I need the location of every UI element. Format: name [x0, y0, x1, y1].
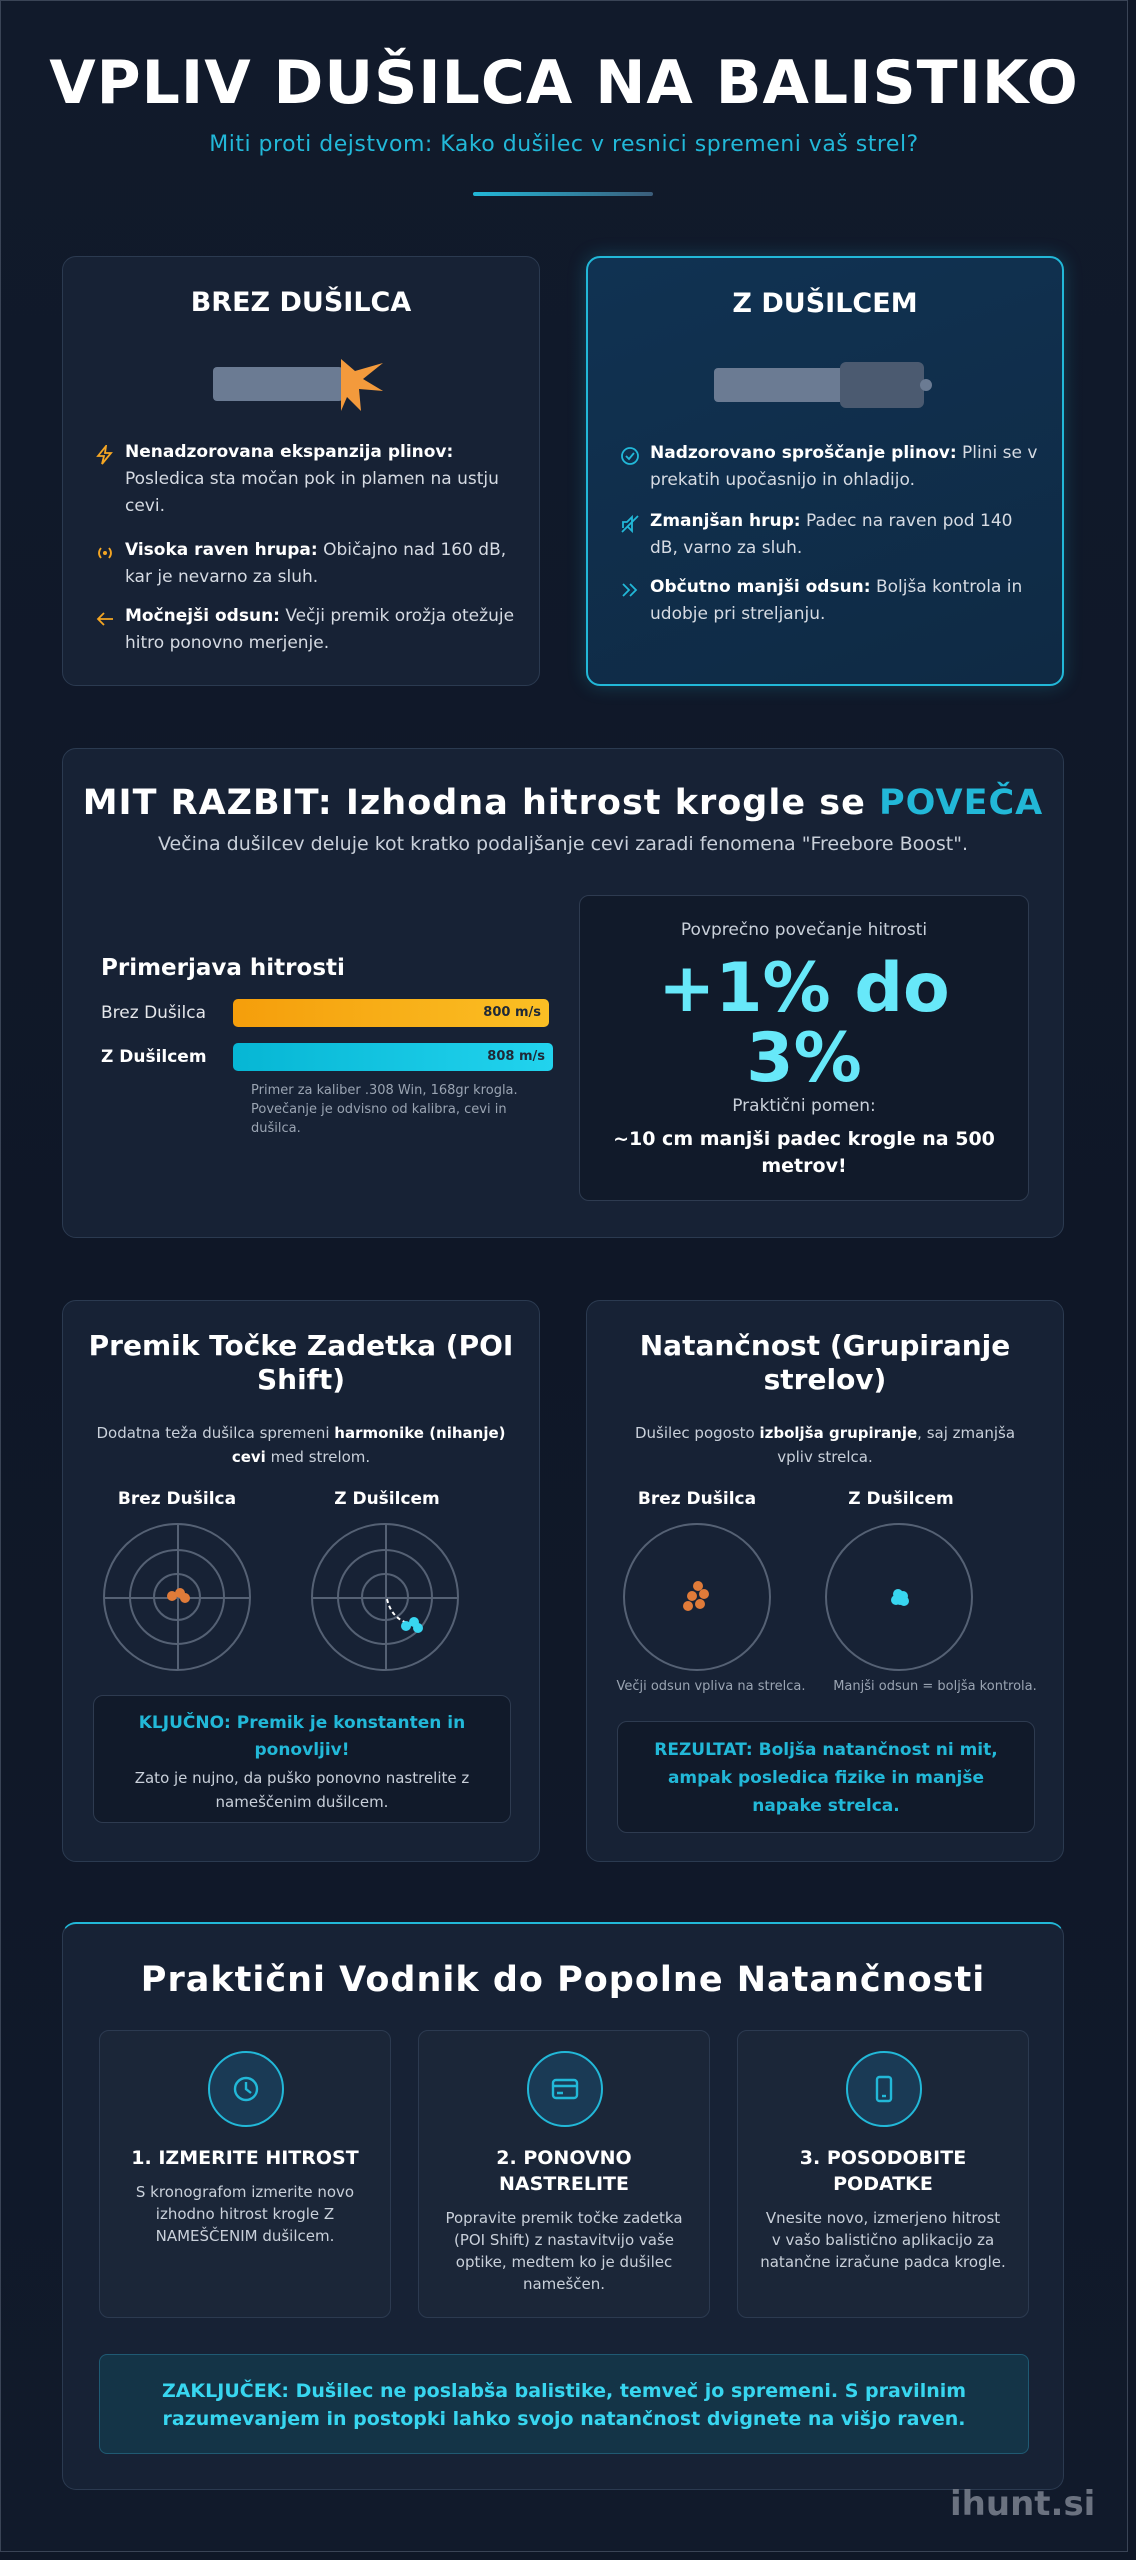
practical-value: ~10 cm manjši padec krogle na 500 metrov!	[613, 1128, 995, 1177]
page-subtitle: Miti proti dejstvom: Kako dušilec v resnici spremeni vaš strel?	[209, 132, 919, 157]
shot-dot	[891, 1595, 901, 1605]
accuracy-target-without	[623, 1523, 771, 1671]
accuracy-caption-without: Večji odsun vpliva na strelca.	[616, 1679, 806, 1694]
without-card-title: BREZ DUŠILCA	[190, 287, 412, 318]
without-item-2: Visoka raven hrupa: Običajno nad 160 dB, kar je nevarno za sluh.	[125, 540, 507, 587]
without-item-3: Močnejši odsun: Večji premik orožja otežuje hitro ponovno merjenje.	[125, 606, 515, 653]
shot-dot	[413, 1623, 423, 1633]
conclusion-box	[99, 2354, 1029, 2454]
poi-label-with: Z Dušilcem	[334, 1489, 440, 1509]
velocity-stat-box	[579, 895, 1029, 1201]
with-card-title: Z DUŠILCEM	[732, 288, 918, 319]
speed-row-label-without: Brez Dušilca	[101, 1003, 206, 1023]
poi-key-box	[93, 1695, 511, 1823]
stat-label: Povprečno povečanje hitrosti	[680, 920, 928, 940]
step-2-title: 2. PONOVNO NASTRELITE	[496, 2147, 632, 2195]
step-1-title: 1. IZMERITE HITROST	[131, 2147, 359, 2169]
step-3-text: Vnesite novo, izmerjeno hitrost v vašo balistično aplikacijo za natančne izračune padca krogle.	[760, 2209, 1006, 2271]
accuracy-result: REZULTAT: Boljša natančnost ni mit, ampak posledica fizike in manjše napake strelca.	[654, 1740, 998, 1816]
with-item-1: Nadzorovano sproščanje plinov: Plini se v prekatih upočasnijo in ohladijo.	[650, 443, 1038, 490]
poi-shift-card	[62, 1300, 540, 1862]
title-divider	[473, 192, 653, 196]
poi-target-without	[103, 1523, 251, 1671]
arrow-left-icon	[95, 609, 115, 629]
practical-label: Praktični pomen:	[732, 1096, 876, 1116]
card-icon	[527, 2051, 603, 2127]
shot-dot	[699, 1589, 709, 1599]
guide-title: Praktični Vodnik do Popolne Natančnosti	[140, 1960, 986, 2000]
accuracy-label-with: Z Dušilcem	[848, 1489, 954, 1509]
clock-icon	[208, 2051, 284, 2127]
stat-value: +1% do 3%	[658, 949, 950, 1098]
guide-step-3	[737, 2030, 1029, 2318]
guide-step-1	[99, 2030, 391, 2318]
poi-title: Premik Točke Zadetka (POI Shift)	[88, 1329, 514, 1396]
speed-row-label-with: Z Dušilcem	[101, 1047, 207, 1067]
double-chevron-icon	[620, 580, 640, 600]
poi-key-title: KLJUČNO: Premik je konstanten in ponovljiv!	[138, 1713, 466, 1760]
shot-dot	[695, 1599, 705, 1609]
shot-dot	[683, 1601, 693, 1611]
speed-note: Primer za kaliber .308 Win, 168gr krogla. Povečanje je odvisno od kalibra, cevi in dušilca.	[251, 1083, 518, 1136]
rifle-suppressor-icon	[708, 350, 938, 420]
rifle-barrel-flash-icon	[205, 349, 385, 419]
accuracy-title: Natančnost (Grupiranje strelov)	[639, 1329, 1011, 1396]
with-item-3: Občutno manjši odsun: Boljša kontrola in udobje pri streljanju.	[650, 577, 1023, 624]
guide-step-2	[418, 2030, 710, 2318]
myth-section	[62, 748, 1064, 1238]
sound-waves-icon	[95, 543, 115, 563]
step-3-title: 3. POSODOBITE PODATKE	[799, 2147, 967, 2195]
myth-title: MIT RAZBIT: Izhodna hitrost krogle se POVEČA	[82, 783, 1044, 823]
with-suppressor-card	[586, 256, 1064, 686]
page-title: VPLIV DUŠILCA NA BALISTIKO	[49, 48, 1079, 118]
conclusion-text: ZAKLJUČEK: Dušilec ne poslabša balistike, temveč jo spremeni. S pravilnim razumevanjem in postopki lahko svojo natančnost dvignete na višjo raven.	[161, 2380, 967, 2430]
step-1-text: S kronografom izmerite novo izhodno hitrost krogle Z NAMEŠČENIM dušilcem.	[135, 2183, 355, 2245]
with-item-2: Zmanjšan hrup: Padec na raven pod 140 dB, varno za sluh.	[650, 511, 1013, 558]
brand-logo: ihunt.si	[950, 2484, 1096, 2524]
without-suppressor-card	[62, 256, 540, 686]
speed-bar-without: 800 m/s	[233, 999, 549, 1027]
accuracy-label-without: Brez Dušilca	[637, 1489, 757, 1509]
shot-dot	[180, 1593, 190, 1603]
accuracy-target-with	[825, 1523, 973, 1671]
step-2-text: Popravite premik točke zadetka (POI Shift) z nastavitvijo vaše optike, medtem ko je dušilec nameščen.	[445, 2209, 683, 2293]
poi-label-without: Brez Dušilca	[117, 1489, 237, 1509]
check-circle-icon	[620, 446, 640, 466]
speed-comparison-title: Primerjava hitrosti	[101, 955, 345, 981]
accuracy-description: Dušilec pogosto izboljša grupiranje, saj zmanjša vpliv strelca.	[634, 1424, 1016, 1466]
speed-bar-with: 808 m/s	[233, 1043, 553, 1071]
poi-target-with	[311, 1523, 459, 1671]
poi-key-text: Zato je nujno, da puško ponovno nastrelite z nameščenim dušilcem.	[134, 1769, 470, 1811]
accuracy-card	[586, 1300, 1064, 1862]
accuracy-caption-with: Manjši odsun = boljša kontrola.	[833, 1679, 1037, 1694]
myth-subtitle: Večina dušilcev deluje kot kratko podaljšanje cevi zaradi fenomena "Freebore Boost".	[158, 833, 968, 855]
without-item-1: Nenadzorovana ekspanzija plinov: Posledica sta močan pok in plamen na ustju cevi.	[125, 442, 499, 516]
lightning-icon	[95, 445, 115, 465]
phone-icon	[846, 2051, 922, 2127]
accuracy-result-box	[617, 1721, 1035, 1833]
guide-section	[62, 1922, 1064, 2490]
sound-off-icon	[620, 514, 640, 534]
poi-description: Dodatna teža dušilca spremeni harmonike (nihanje) cevi med strelom.	[96, 1424, 506, 1466]
